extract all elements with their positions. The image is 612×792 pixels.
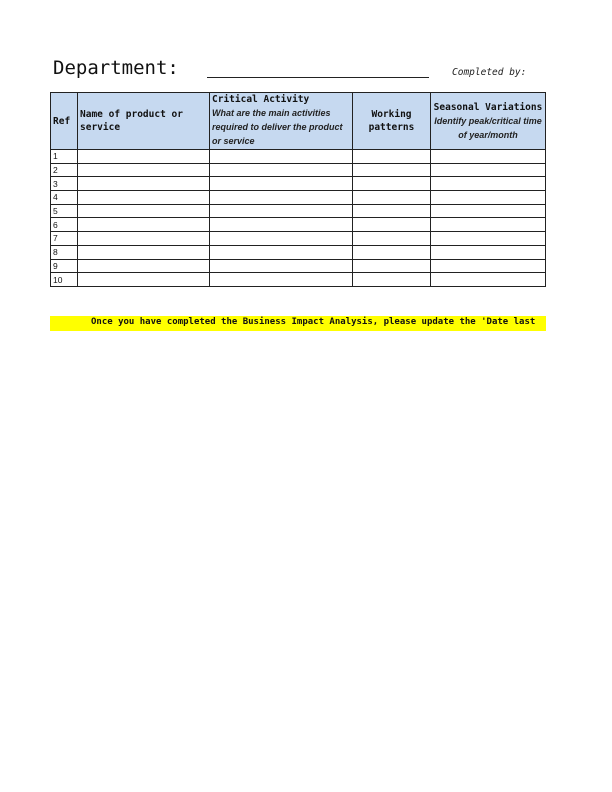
product-cell[interactable] (78, 232, 210, 246)
notice-banner (50, 316, 546, 331)
working-cell[interactable] (353, 150, 431, 164)
seasonal-cell[interactable] (431, 218, 546, 232)
completed-by-label: Completed by: (452, 67, 527, 78)
ref-cell: 1 (51, 150, 78, 164)
working-cell[interactable] (353, 259, 431, 273)
product-cell[interactable] (78, 191, 210, 205)
product-cell[interactable] (78, 218, 210, 232)
working-cell[interactable] (353, 191, 431, 205)
product-cell[interactable] (78, 273, 210, 287)
working-cell[interactable] (353, 163, 431, 177)
ref-cell: 7 (51, 232, 78, 246)
critical-activity-header (210, 93, 353, 150)
ref-cell: 8 (51, 245, 78, 259)
seasonal-cell[interactable] (431, 245, 546, 259)
table-row (51, 150, 546, 164)
product-header-label: Name of product or service (80, 109, 183, 133)
activity-cell[interactable] (210, 163, 353, 177)
ref-cell: 4 (51, 191, 78, 205)
ref-cell: 2 (51, 163, 78, 177)
working-cell[interactable] (353, 273, 431, 287)
notice-text: Once you have completed the Business Impact Analysis, please update the 'Date last (91, 317, 536, 327)
table-row (51, 177, 546, 191)
activity-table (50, 92, 546, 287)
product-cell[interactable] (78, 150, 210, 164)
ref-cell: 3 (51, 177, 78, 191)
working-patterns-label: Working patterns (368, 109, 415, 133)
activity-cell[interactable] (210, 245, 353, 259)
ref-cell: 6 (51, 218, 78, 232)
table-row (51, 245, 546, 259)
product-cell[interactable] (78, 245, 210, 259)
working-cell[interactable] (353, 177, 431, 191)
seasonal-cell[interactable] (431, 259, 546, 273)
product-header (78, 93, 210, 150)
activity-cell[interactable] (210, 177, 353, 191)
working-cell[interactable] (353, 232, 431, 246)
ref-cell: 10 (51, 273, 78, 287)
activity-cell[interactable] (210, 218, 353, 232)
working-cell[interactable] (353, 204, 431, 218)
activity-cell[interactable] (210, 204, 353, 218)
department-label: Department: (53, 57, 179, 79)
activity-cell[interactable] (210, 232, 353, 246)
table-row (51, 232, 546, 246)
seasonal-cell[interactable] (431, 204, 546, 218)
activity-cell[interactable] (210, 191, 353, 205)
activity-cell[interactable] (210, 150, 353, 164)
table-row (51, 259, 546, 273)
working-patterns-header (353, 93, 431, 150)
activity-cell[interactable] (210, 259, 353, 273)
ref-cell: 5 (51, 204, 78, 218)
table-row (51, 218, 546, 232)
activity-cell[interactable] (210, 273, 353, 287)
seasonal-cell[interactable] (431, 232, 546, 246)
table-row (51, 273, 546, 287)
seasonal-variations-title: Seasonal Variations (433, 101, 543, 113)
seasonal-cell[interactable] (431, 273, 546, 287)
product-cell[interactable] (78, 163, 210, 177)
seasonal-cell[interactable] (431, 163, 546, 177)
product-cell[interactable] (78, 204, 210, 218)
table-row (51, 163, 546, 177)
ref-cell: 9 (51, 259, 78, 273)
product-cell[interactable] (78, 177, 210, 191)
seasonal-variations-description: Identify peak/critical time of year/month (434, 115, 542, 140)
seasonal-variations-header (431, 93, 546, 150)
product-cell[interactable] (78, 259, 210, 273)
ref-header (51, 93, 78, 150)
seasonal-cell[interactable] (431, 191, 546, 205)
table-header-row (51, 93, 546, 150)
table-row (51, 191, 546, 205)
table-row (51, 204, 546, 218)
working-cell[interactable] (353, 245, 431, 259)
seasonal-cell[interactable] (431, 150, 546, 164)
working-cell[interactable] (353, 218, 431, 232)
critical-activity-title: Critical Activity (212, 94, 310, 105)
ref-header-label: Ref (53, 115, 71, 127)
critical-activity-description: What are the main activities required to deliver the product or service (212, 108, 343, 146)
seasonal-cell[interactable] (431, 177, 546, 191)
department-input-line[interactable] (207, 77, 429, 78)
